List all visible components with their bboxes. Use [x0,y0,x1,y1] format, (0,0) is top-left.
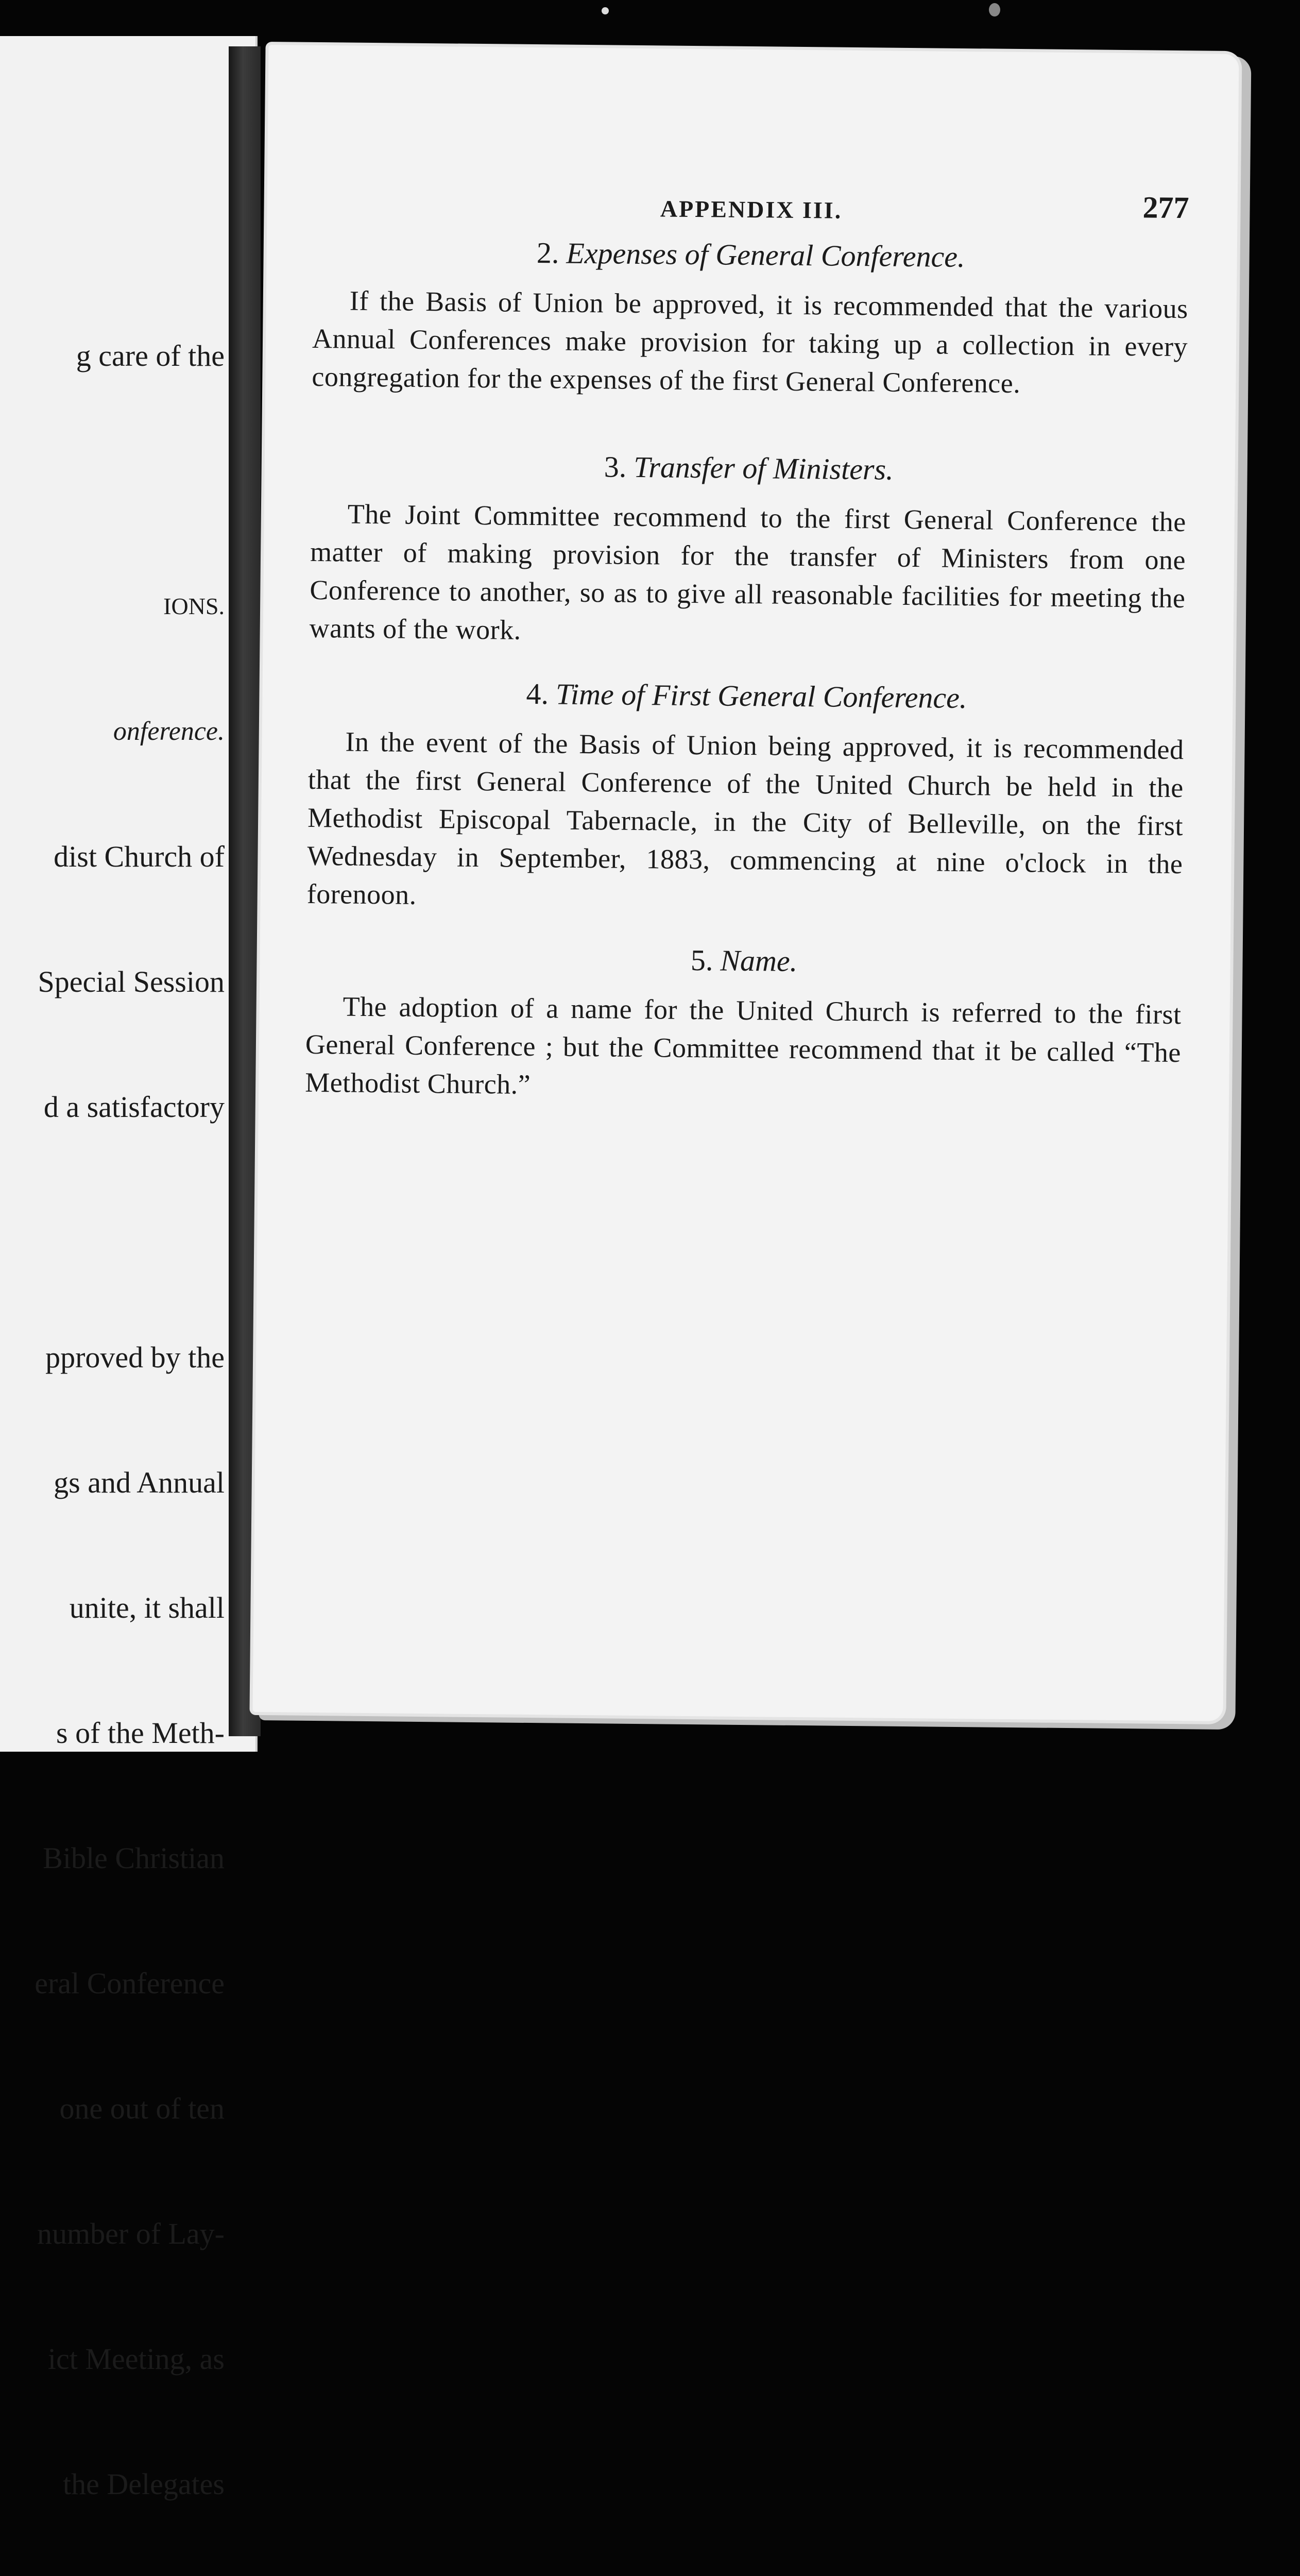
section-number: 5. [690,943,713,977]
left-page-line: one out of ten [59,2092,225,2125]
section-title: Time of First General Conference. [555,677,967,715]
section-heading [311,445,1187,492]
left-page-line: dist Church of [54,840,225,873]
running-head [313,180,1189,235]
left-page-line: Bible Christian [43,1841,225,1875]
left-page-line: onference. [113,717,225,746]
left-page-line: pproved by the [45,1341,225,1374]
section-time [306,673,1184,921]
section-heading [306,938,1182,984]
section-body: In the event of the Basis of Union being approved, it is recommended that the first General Conference of the United Church be held in the Methodist Episcopal Tabernacle, in the City of Belleville, on the first Wednesday in September, 1883, commencing at nine o'clock in the forenoon. [306,726,1184,910]
section-body: If the Basis of Union be approved, it is recommended that the various Annual Conferences make provision for taking up a collection in every congregation for the expenses of the first General Conference. [312,285,1189,399]
left-page-line: g care of the [76,339,225,372]
left-page-line: d a satisfactory [43,1090,225,1124]
section-number: 4. [526,676,549,711]
right-page [253,45,1239,1721]
left-page-line: ict Meeting, as [47,2342,225,2376]
section-body: The adoption of a name for the United Church is referred to the first General Conference ; but the Committee recommend that it be called “The Methodist Church.” [304,991,1182,1100]
scan-speck [989,3,1000,16]
section-name [305,938,1182,1110]
section-heading [313,232,1189,278]
left-page-line [0,1211,225,1253]
section-title: Transfer of Ministers. [633,450,894,486]
left-page-line: eral Conference [35,1967,225,2000]
section-body: The Joint Committee recommend to the first General Conference the matter of making provision for the transfer of Ministers from one Conference to another, so as to give all reasonable facilities for meeting the wants of the work. [309,498,1187,646]
left-facing-page [0,36,258,2501]
left-page-line: Special Session [38,965,225,998]
page-content [305,180,1189,1110]
running-head-title: APPENDIX III. [660,195,843,224]
section-number: 2. [536,236,559,270]
section-number: 3. [604,450,627,484]
left-page-line: the Delegates [62,2467,225,2501]
left-page-line [0,460,225,502]
left-page-line: gs and Annual [54,1466,225,1499]
left-page-text [0,251,225,2576]
left-page-line: number of Lay- [37,2217,225,2250]
section-heading [309,673,1185,719]
scan-speck [602,7,609,14]
left-page-line: unite, it shall [69,1591,225,1624]
section-transfer [309,445,1187,655]
left-page-line: s of the Meth- [56,1716,225,1750]
section-expenses [312,232,1189,404]
left-page-line: IONS. [163,593,225,619]
page-number: 277 [1142,190,1189,225]
section-title: Expenses of General Conference. [566,236,965,274]
section-title: Name. [720,943,798,978]
